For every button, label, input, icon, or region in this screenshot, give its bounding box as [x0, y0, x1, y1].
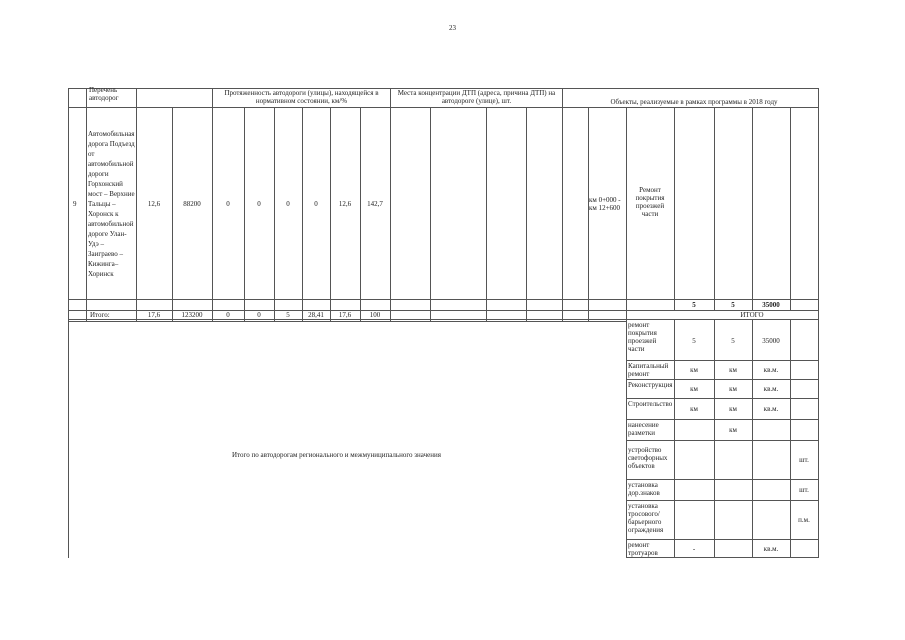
- header-length: Протяженность автодороги (улицы), находящейся в нормативном состоянии, км/%: [224, 89, 379, 105]
- summary-d: шт.: [799, 456, 809, 464]
- summary-name: Капитальный ремонт: [628, 362, 669, 378]
- total-v7: 17,6: [338, 311, 352, 319]
- summary-c: 35000: [762, 337, 780, 345]
- summary-c: кв.м.: [763, 545, 779, 553]
- summary-a: -: [692, 545, 696, 553]
- summary-label: Итого по автодорогам регионального и межмуниципального значения: [232, 451, 441, 459]
- row9-v5: 0: [286, 200, 290, 208]
- page-number: 23: [449, 24, 456, 32]
- header-objects: Объекты, реализуемые в рамках программы в 2018 году: [610, 98, 778, 106]
- total-v8: 100: [369, 311, 381, 319]
- total-v1: 17,6: [147, 311, 161, 319]
- summary-c: кв.м.: [763, 405, 779, 413]
- summary-b: км: [729, 385, 737, 393]
- summary-name: ремонт покрытия проезжей части: [628, 321, 657, 353]
- row9-v7: 12,6: [338, 200, 352, 208]
- total-v2: 123200: [181, 311, 203, 319]
- summary-name: установка тросового/барьерного ограждения: [628, 502, 664, 534]
- summary-a: км: [690, 385, 698, 393]
- summary-name: установка дор.знаков: [628, 481, 660, 497]
- row9-v2: 88200: [183, 200, 201, 208]
- summary-name: ремонт тротуаров: [628, 541, 658, 557]
- summary-b: 5: [731, 337, 735, 345]
- row9-v1: 12,6: [147, 200, 161, 208]
- summary-name: Строительство: [628, 400, 673, 408]
- subtotal-a: 5: [692, 301, 696, 309]
- header-dtp: Места концентрации ДТП (адреса, причина ДТП) на автодороге (улице), шт.: [397, 89, 556, 105]
- summary-name: устройство светофорных объектов: [628, 446, 668, 470]
- row-number: 9: [73, 200, 77, 208]
- row9-v3: 0: [226, 200, 230, 208]
- row9-v6: 0: [314, 200, 318, 208]
- total-v5: 5: [286, 311, 290, 319]
- summary-name: нанесение разметки: [628, 421, 659, 437]
- subtotal-c: 35000: [762, 301, 780, 309]
- summary-b: км: [729, 366, 737, 374]
- row9-v8: 142,7: [367, 200, 383, 208]
- summary-b: км: [729, 405, 737, 413]
- summary-d: шт.: [799, 486, 809, 494]
- total-v6: 28,41: [308, 311, 324, 319]
- row9-km: км 0+000 - км 12+600: [589, 196, 621, 212]
- summary-a: 5: [692, 337, 696, 345]
- summary-name: Реконструкция: [628, 381, 673, 389]
- row9-v4: 0: [257, 200, 261, 208]
- summary-d: п.м.: [798, 516, 810, 524]
- total-v4: 0: [257, 311, 261, 319]
- summary-a: км: [690, 366, 698, 374]
- summary-a: км: [690, 405, 698, 413]
- road-name: Автомобильная дорога Подъезд от автомобильной дороги Горхонский мост – Верхние Тальцы – Хоронск к автомобильной дороге Улан-Удэ – Заиграево – Кижинга– Хоринск: [88, 130, 135, 278]
- total-v3: 0: [226, 311, 230, 319]
- summary-c: кв.м.: [763, 366, 779, 374]
- itogo-label: ИТОГО: [740, 311, 764, 319]
- row9-work: Ремонт покрытия проезжей части: [635, 186, 665, 218]
- total-label: Итого:: [90, 311, 110, 319]
- subtotal-b: 5: [731, 301, 735, 309]
- header-roads: Перечень автодорог: [89, 86, 119, 102]
- summary-c: кв.м.: [763, 385, 779, 393]
- summary-b: км: [729, 426, 737, 434]
